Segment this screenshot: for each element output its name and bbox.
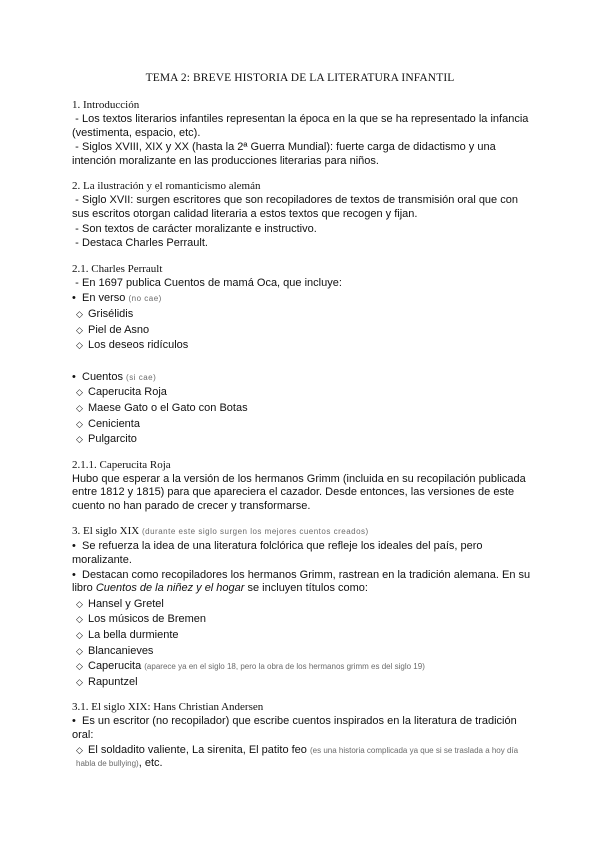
- note: (es una historia complicada ya que si se traslada a hoy día habla de bullying): [76, 745, 519, 769]
- bullet-item: • Destacan como recopiladores los hermanos Grimm, rastrean en la tradición alemana. En su libro Cuentos de la niñez y el hogar se incluyen títulos como:: [72, 568, 531, 595]
- note: (si cae): [126, 372, 157, 382]
- diamond-icon: ◇: [76, 645, 83, 656]
- paragraph: Hubo que esperar a la versión de los hermanos Grimm (incluida en su recopilación publicada entre 1812 y 1815) para que apareciera el cazador. Desde entonces, las versiones de este cuento no han parado de crecer y transformarse.: [72, 472, 526, 512]
- list-item: ◇ Caperucita Roja: [76, 386, 167, 399]
- paragraph: - Son textos de carácter moralizante e instructivo.: [72, 223, 532, 237]
- list-item: ◇ Caperucita (aparece ya en el siglo 18, pero la obra de los hermanos grimm es del siglo 19): [76, 660, 425, 673]
- dash-icon: -: [75, 141, 79, 154]
- heading-siglo-xix: 3. El siglo XIX (durante este siglo surgen los mejores cuentos creados): [72, 525, 369, 538]
- diamond-icon: ◇: [76, 630, 83, 641]
- list-item: ◇ Maese Gato o el Gato con Botas: [76, 401, 248, 414]
- diamond-icon: ◇: [76, 614, 83, 625]
- list-item: ◇ Rapuntzel: [76, 675, 138, 688]
- list-item: ◇ Cenicienta: [76, 417, 140, 430]
- diamond-icon: ◇: [76, 402, 83, 413]
- note: (durante este siglo surgen los mejores cuentos creados): [141, 527, 369, 537]
- heading-andersen: 3.1. El siglo XIX: Hans Christian Andersen: [72, 701, 264, 714]
- heading-introduccion: 1. Introducción: [72, 99, 140, 111]
- list-item: ◇ Grisélidis: [76, 307, 134, 320]
- diamond-icon: ◇: [76, 434, 83, 445]
- diamond-icon: ◇: [76, 418, 83, 429]
- heading-ilustracion: 2. La ilustración y el romanticismo alemán: [72, 180, 261, 193]
- heading-charles-perrault: 2.1. Charles Perrault: [72, 262, 163, 275]
- list-item: ◇ El soldadito valiente, La sirenita, El patito feo (es una historia complicada ya que si se traslada a hoy día habla de bullying), etc.: [76, 743, 519, 770]
- diamond-icon: ◇: [76, 340, 83, 351]
- diamond-icon: ◇: [76, 744, 83, 755]
- list-item: ◇ Los deseos ridículos: [76, 339, 189, 352]
- paragraph: - Destaca Charles Perrault.: [72, 237, 532, 251]
- paragraph: - Siglos XVIII, XIX y XX (hasta la 2ª Guerra Mundial): fuerte carga de didactismo y una intención moralizante en las producciones literarias para niños.: [72, 141, 496, 167]
- bullet-icon: •: [72, 370, 76, 383]
- diamond-icon: ◇: [76, 308, 83, 319]
- diamond-icon: ◇: [76, 324, 83, 335]
- list-item: ◇ Piel de Asno: [76, 323, 150, 336]
- paragraph: - En 1697 publica Cuentos de mamá Oca, que incluye:: [72, 277, 532, 291]
- dash-icon: -: [75, 113, 79, 125]
- bullet-item: • Es un escritor (no recopilador) que escribe cuentos inspirados en la literatura de tradición oral:: [72, 715, 517, 741]
- bullet-item: • En verso (no cae): [72, 292, 162, 305]
- dash-icon: -: [75, 222, 79, 235]
- diamond-icon: ◇: [76, 387, 83, 398]
- bullet-item: • Se refuerza la idea de una literatura folclórica que refleje los ideales del país, pero moralizante.: [72, 540, 483, 567]
- page-title: TEMA 2: BREVE HISTORIA DE LA LITERATURA INFANTIL: [145, 72, 455, 84]
- paragraph: - Siglo XVII: surgen escritores que son recopiladores de textos de transmisión oral que con sus escritos otorgan calidad literaria a estos textos que recogen y fijan.: [72, 194, 518, 220]
- dash-icon: -: [75, 276, 79, 289]
- bullet-icon: •: [72, 540, 76, 553]
- bullet-icon: •: [72, 568, 76, 581]
- book-title: Cuentos de la niñez y el hogar: [95, 582, 245, 595]
- list-item: ◇ Blancanieves: [76, 644, 154, 657]
- dash-icon: -: [75, 237, 79, 250]
- diamond-icon: ◇: [76, 676, 83, 687]
- diamond-icon: ◇: [76, 661, 83, 672]
- list-item: ◇ La bella durmiente: [76, 629, 179, 642]
- paragraph: - Los textos literarios infantiles representan la época en la que se ha representado la infancia (vestimenta, espacio, etc).: [72, 113, 529, 139]
- note: (aparece ya en el siglo 18, pero la obra de los hermanos grimm es del siglo 19): [144, 662, 425, 672]
- list-item: ◇ Los músicos de Bremen: [76, 613, 206, 626]
- dash-icon: -: [75, 194, 79, 207]
- note: (no cae): [128, 294, 162, 304]
- heading-caperucita-roja: 2.1.1. Caperucita Roja: [72, 458, 171, 471]
- bullet-item: • Cuentos (si cae): [72, 370, 157, 383]
- list-item: ◇ Hansel y Gretel: [76, 597, 164, 610]
- bullet-icon: •: [72, 715, 76, 728]
- bullet-icon: •: [72, 292, 76, 305]
- document-body: [72, 98, 532, 772]
- list-item: ◇ Pulgarcito: [76, 433, 137, 446]
- diamond-icon: ◇: [76, 598, 83, 609]
